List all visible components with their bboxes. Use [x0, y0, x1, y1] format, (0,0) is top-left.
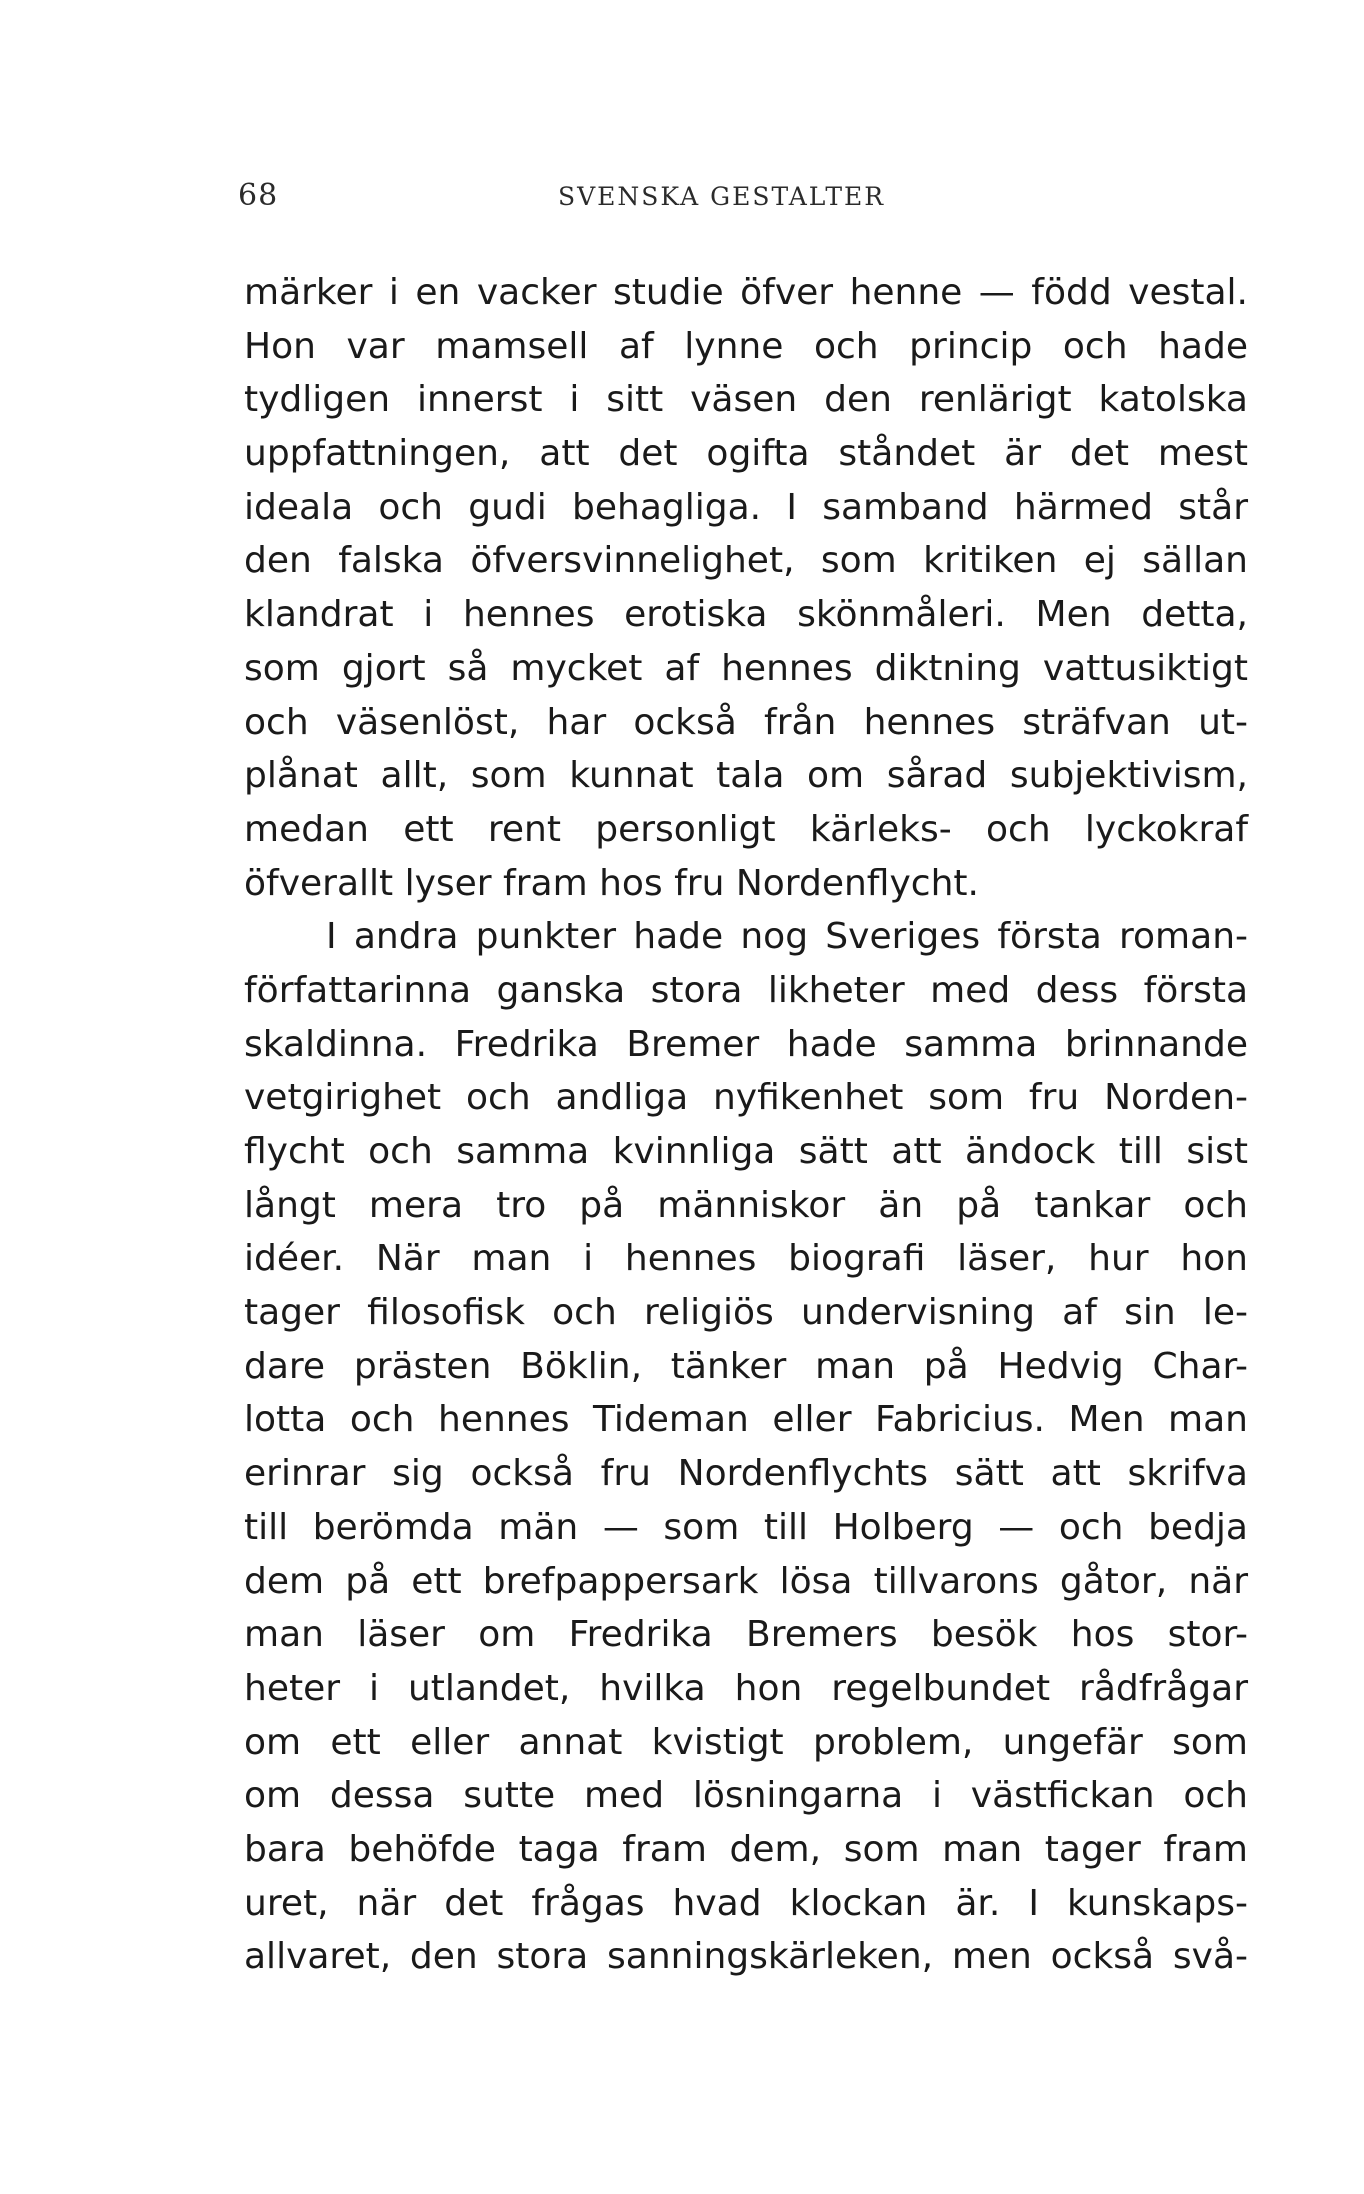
text-line: den falska öfversvinnelighet, som kritiken ej sällan [244, 540, 1248, 582]
text-line: ideala och gudi behagliga. I samband härmed står [244, 486, 1248, 528]
page-number: 68 [238, 178, 279, 213]
body-text [244, 266, 1248, 1984]
paragraph-end-line: öfverallt lyser fram hos fru Nordenflycht. [244, 862, 979, 904]
text-line: om dessa sutte med lösningarna i västfickan och [244, 1775, 1248, 1817]
text-line: märker i en vacker studie öfver henne — född vestal. [244, 272, 1248, 313]
text-line: allvaret, den stora sanningskärleken, men också svå- [244, 1936, 1248, 1978]
text-line: skaldinna. Fredrika Bremer hade samma brinnande [244, 1023, 1248, 1065]
text-line: plånat allt, som kunnat tala om sårad subjektivism, [244, 755, 1248, 797]
text-line: flycht och samma kvinnliga sätt att ändock till sist [244, 1131, 1248, 1172]
text-line: tydligen innerst i sitt väsen den renlärigt katolska [244, 379, 1248, 421]
text-line: man läser om Fredrika Bremers besök hos stor- [244, 1614, 1248, 1656]
running-title: SVENSKA GESTALTER [558, 182, 886, 211]
text-line: lotta och hennes Tideman eller Fabricius. Men man [244, 1399, 1248, 1441]
text-line: till berömda män — som till Holberg — och bedja [244, 1506, 1248, 1548]
text-line: vetgirighet och andliga nyfikenhet som fru Norden- [244, 1077, 1248, 1119]
text-line: bara behöfde taga fram dem, som man tager fram [244, 1828, 1248, 1870]
text-line: dem på ett brefpappersark lösa tillvarons gåtor, när [244, 1560, 1248, 1602]
text-line: dare prästen Böklin, tänker man på Hedvig Char- [244, 1345, 1248, 1387]
text-line: heter i utlandet, hvilka hon regelbundet rådfrågar [244, 1667, 1248, 1709]
text-line: uret, när det frågas hvad klockan är. I kunskaps- [244, 1882, 1248, 1924]
text-line: och väsenlöst, har också från hennes sträfvan ut- [244, 701, 1248, 743]
running-head [238, 178, 1258, 218]
text-line: långt mera tro på människor än på tankar och [244, 1184, 1248, 1226]
text-line: som gjort så mycket af hennes diktning vattusiktigt [244, 647, 1248, 689]
text-line: medan ett rent personligt kärleks- och lyckokraf [244, 808, 1248, 850]
text-line: författarinna ganska stora likheter med dess första [244, 969, 1248, 1011]
text-line: om ett eller annat kvistigt problem, ungefär som [244, 1721, 1248, 1763]
text-line: erinrar sig också fru Nordenflychts sätt att skrifva [244, 1453, 1248, 1495]
text-line: Hon var mamsell af lynne och princip och hade [244, 325, 1248, 367]
text-line: idéer. När man i hennes biografi läser, hur hon [244, 1238, 1248, 1280]
text-line: tager filosofisk och religiös undervisning af sin le- [244, 1292, 1248, 1334]
paragraph-start-line: I andra punkter hade nog Sveriges första roman- [326, 916, 1248, 958]
text-line: uppfattningen, att det ogifta ståndet är det mest [244, 433, 1248, 475]
text-line: klandrat i hennes erotiska skönmåleri. Men detta, [244, 594, 1248, 636]
